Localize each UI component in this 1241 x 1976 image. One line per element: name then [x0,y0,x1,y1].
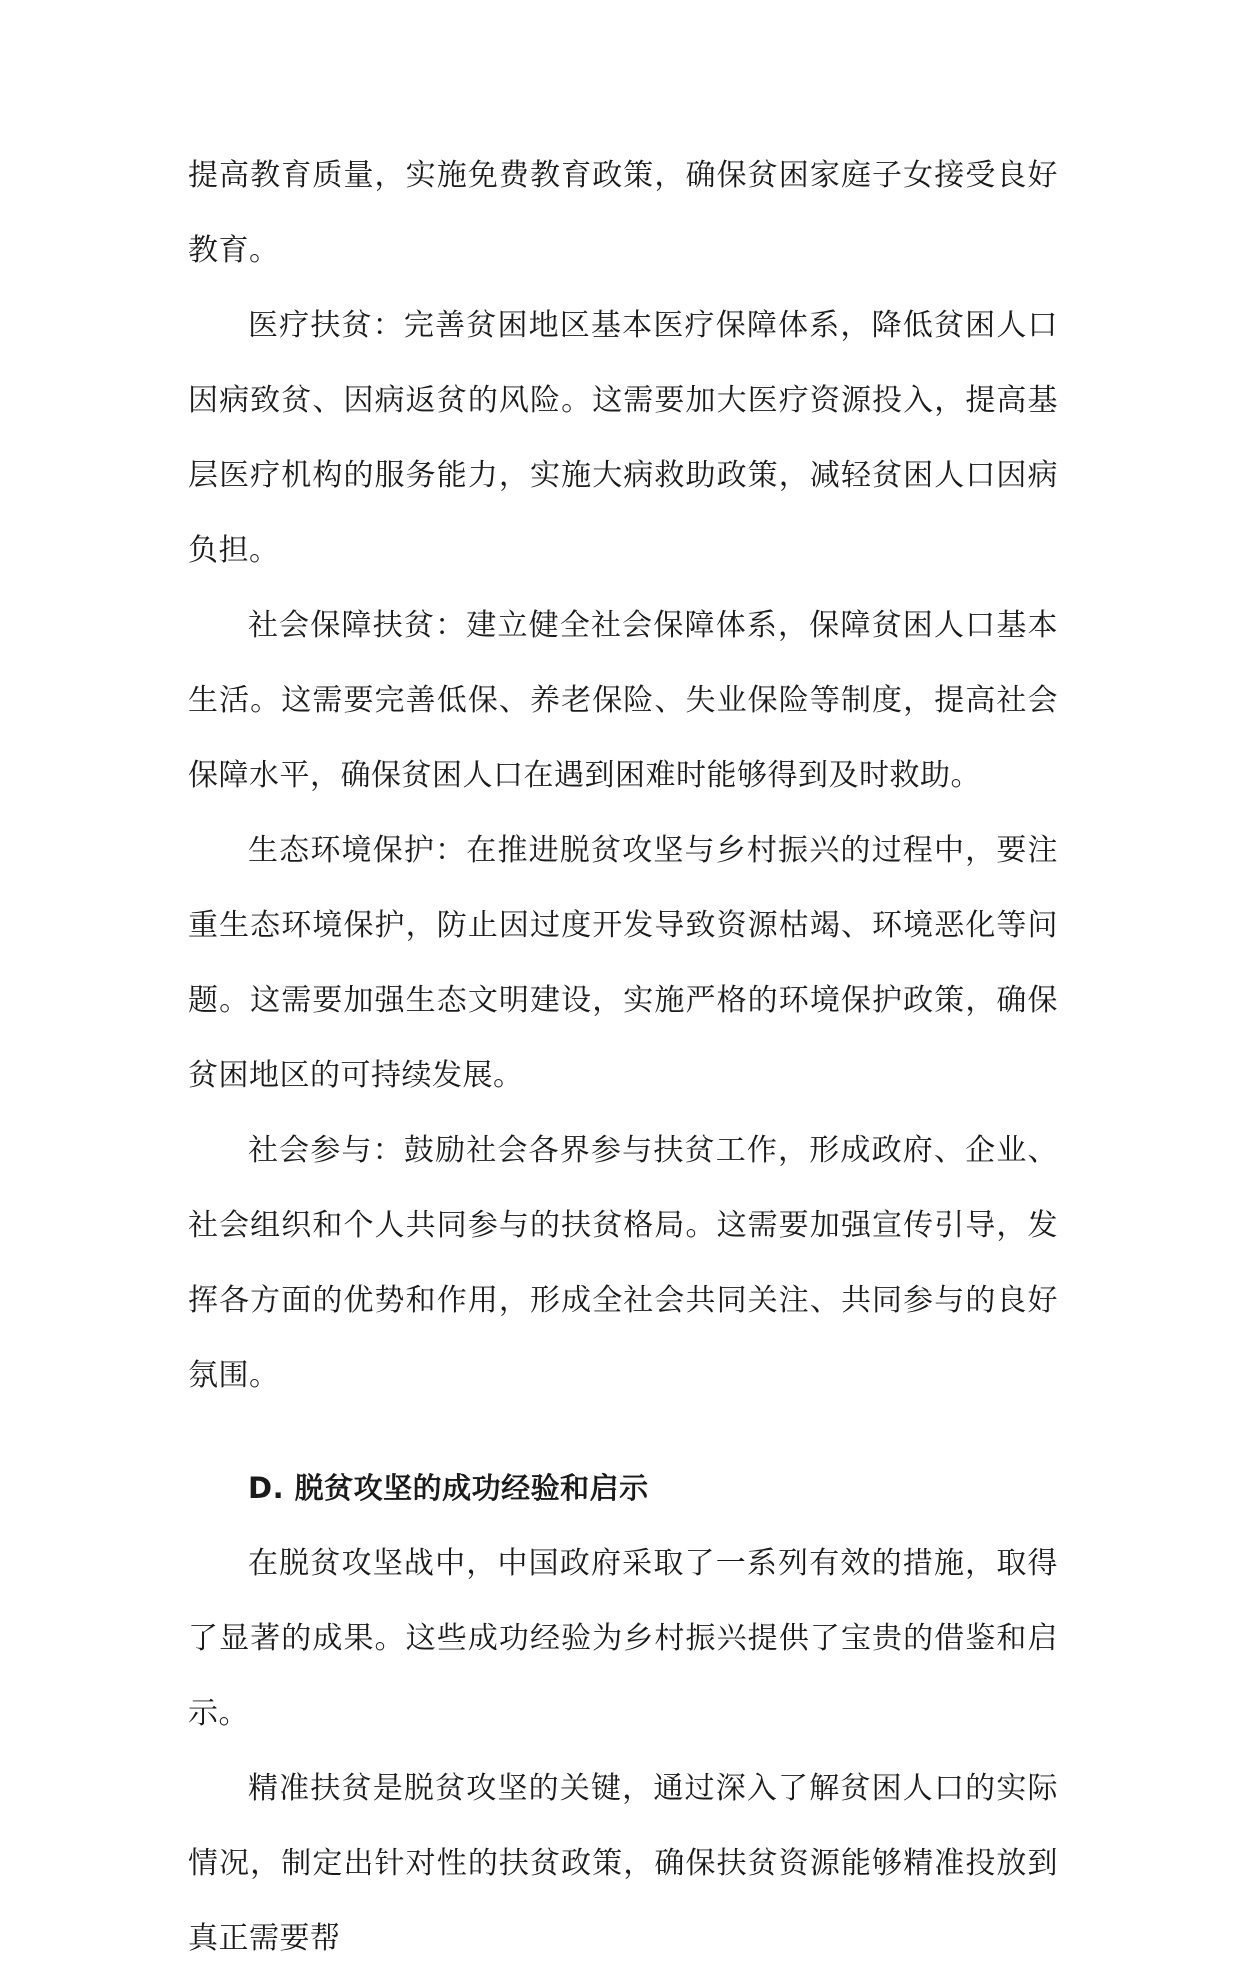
paragraph-ecological-protection: 生态环境保护：在推进脱贫攻坚与乡村振兴的过程中，要注重生态环境保护，防止因过度开发导致资源枯竭、环境恶化等问题。这需要加强生态文明建设，实施严格的环境保护政策，确保贫困地区的可持续发展。 [188,833,1058,1093]
paragraph-success-experience: 在脱贫攻坚战中，中国政府采取了一系列有效的措施，取得了显著的成果。这些成功经验为乡村振兴提供了宝贵的借鉴和启示。 [188,1546,1058,1731]
section-heading: D. 脱贫攻坚的成功经验和启示 [248,1471,649,1505]
paragraph-social-security: 社会保障扶贫：建立健全社会保障体系，保障贫困人口基本生活。这需要完善低保、养老保险、失业保险等制度，提高社会保障水平，确保贫困人口在遇到困难时能够得到及时救助。 [188,608,1058,793]
paragraph-precision-poverty-relief: 精准扶贫是脱贫攻坚的关键，通过深入了解贫困人口的实际情况，制定出针对性的扶贫政策，确保扶贫资源能够精准投放到真正需要帮 [188,1771,1058,1956]
paragraph-social-participation: 社会参与：鼓励社会各界参与扶贫工作，形成政府、企业、社会组织和个人共同参与的扶贫格局。这需要加强宣传引导，发挥各方面的优势和作用，形成全社会共同关注、共同参与的良好氛围。 [188,1133,1058,1393]
paragraph-education: 提高教育质量，实施免费教育政策，确保贫困家庭子女接受良好教育。 [188,158,1058,268]
paragraph-medical-poverty-relief: 医疗扶贫：完善贫困地区基本医疗保障体系，降低贫困人口因病致贫、因病返贫的风险。这需要加大医疗资源投入，提高基层医疗机构的服务能力，实施大病救助政策，减轻贫困人口因病负担。 [188,308,1058,568]
document-body [188,138,1058,1976]
